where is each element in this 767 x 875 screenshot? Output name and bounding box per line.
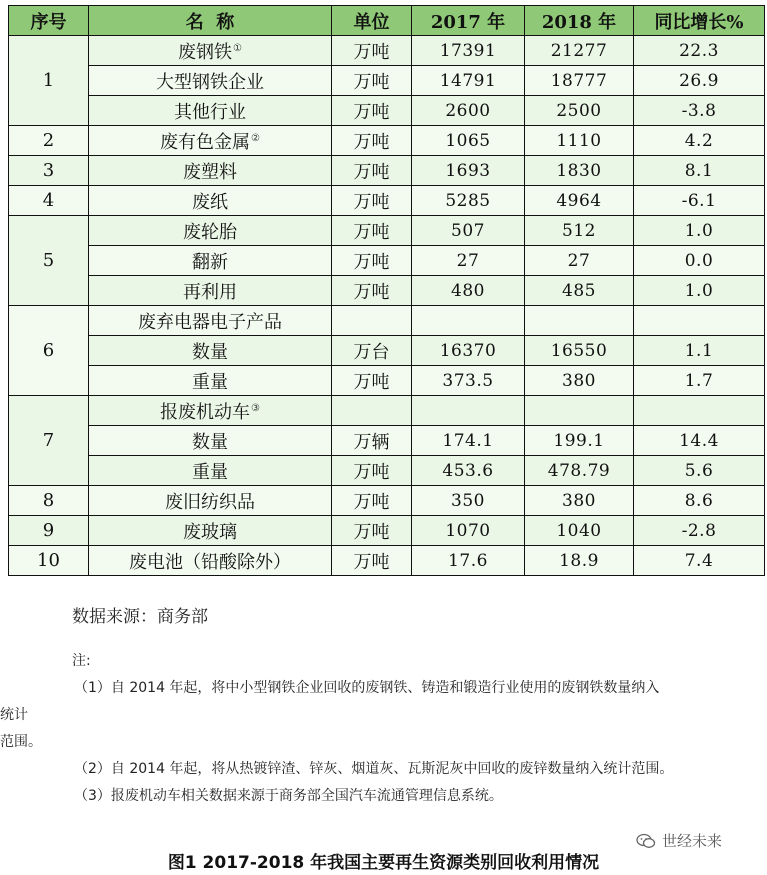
- cell-name: [89, 66, 332, 96]
- cell-2017: 507: [412, 216, 525, 246]
- table-row: [9, 96, 765, 126]
- cell-unit: 万吨: [332, 516, 412, 546]
- table-row: [9, 366, 765, 396]
- cell-name-text: 报废机动车: [160, 401, 251, 423]
- cell-2017: 453.6: [412, 456, 525, 486]
- cell-2018: 4964: [525, 186, 634, 216]
- cell-unit: 万吨: [332, 126, 412, 156]
- cell-2018: [525, 396, 634, 426]
- cell-name-text: 废旧纺织品: [165, 491, 255, 513]
- cell-2017: 2600: [412, 96, 525, 126]
- cell-2017: 1070: [412, 516, 525, 546]
- table-row: [9, 546, 765, 576]
- header-growth: 同比增长%: [634, 6, 765, 36]
- table-row: [9, 126, 765, 156]
- cell-2017: [412, 306, 525, 336]
- footnote-marker: ②: [251, 132, 260, 144]
- cell-name: [89, 246, 332, 276]
- cell-2018: 27: [525, 246, 634, 276]
- cell-growth: -2.8: [634, 516, 765, 546]
- cell-growth: [634, 396, 765, 426]
- recycling-table: [8, 5, 765, 576]
- cell-unit: [332, 396, 412, 426]
- cell-unit: 万吨: [332, 36, 412, 66]
- cell-name-text: 废玻璃: [183, 521, 237, 543]
- cell-name: [89, 336, 332, 366]
- cell-2018: 1830: [525, 156, 634, 186]
- cell-name-text: 其他行业: [174, 101, 246, 123]
- table-row: [9, 246, 765, 276]
- header-2018: 2018 年: [525, 6, 634, 36]
- cell-2018: 485: [525, 276, 634, 306]
- cell-2017: [412, 396, 525, 426]
- table-row: [9, 516, 765, 546]
- cell-2017: 5285: [412, 186, 525, 216]
- cell-2018: 478.79: [525, 456, 634, 486]
- cell-unit: [332, 306, 412, 336]
- note-3: （3）报废机动车相关数据来源于商务部全国汽车流通管理信息系统。: [74, 788, 503, 804]
- cell-2017: 17391: [412, 36, 525, 66]
- cell-growth: 4.2: [634, 126, 765, 156]
- note-1-line-1: （1）自 2014 年起，将中小型钢铁企业回收的废钢铁、铸造和锻造行业使用的废钢铁数量纳入: [74, 680, 660, 696]
- cell-seq: 3: [9, 156, 89, 186]
- table-row: [9, 306, 765, 336]
- cell-unit: 万辆: [332, 426, 412, 456]
- cell-growth: 0.0: [634, 246, 765, 276]
- cell-name: [89, 96, 332, 126]
- cell-name-text: 重量: [192, 461, 228, 483]
- cell-name: [89, 456, 332, 486]
- table-body: [9, 36, 765, 576]
- cell-growth: -6.1: [634, 186, 765, 216]
- cell-name-text: 废塑料: [183, 161, 237, 183]
- cell-unit: 万吨: [332, 96, 412, 126]
- cell-growth: 1.0: [634, 216, 765, 246]
- cell-unit: 万台: [332, 336, 412, 366]
- cell-2018: 380: [525, 366, 634, 396]
- cell-unit: 万吨: [332, 246, 412, 276]
- cell-2018: 18.9: [525, 546, 634, 576]
- header-unit: 单位: [332, 6, 412, 36]
- cell-name: [89, 36, 332, 66]
- cell-name-text: 废纸: [192, 191, 228, 213]
- note-2: （2）自 2014 年起，将从热镀锌渣、锌灰、烟道灰、瓦斯泥灰中回收的废锌数量纳入统计范围。: [74, 761, 674, 777]
- cell-2017: 174.1: [412, 426, 525, 456]
- cell-name: [89, 156, 332, 186]
- cell-growth: 7.4: [634, 546, 765, 576]
- table-row: [9, 186, 765, 216]
- cell-2018: 18777: [525, 66, 634, 96]
- cell-name-text: 翻新: [192, 251, 228, 273]
- cell-name: [89, 216, 332, 246]
- cell-unit: 万吨: [332, 486, 412, 516]
- cell-name: [89, 306, 332, 336]
- cell-seq: 6: [9, 306, 89, 396]
- cell-seq: 4: [9, 186, 89, 216]
- notes-label: 注:: [72, 653, 91, 669]
- cell-name-text: 废弃电器电子产品: [138, 311, 282, 333]
- cell-2017: 27: [412, 246, 525, 276]
- cell-name: [89, 396, 332, 426]
- cell-growth: [634, 306, 765, 336]
- table-row: [9, 276, 765, 306]
- cell-unit: 万吨: [332, 216, 412, 246]
- cell-2018: 2500: [525, 96, 634, 126]
- cell-seq: 8: [9, 486, 89, 516]
- cell-name: [89, 186, 332, 216]
- cell-2017: 373.5: [412, 366, 525, 396]
- header-2017: 2017 年: [412, 6, 525, 36]
- cell-seq: 2: [9, 126, 89, 156]
- table-row: [9, 486, 765, 516]
- watermark-text: 世经未来: [662, 832, 723, 850]
- cell-name: [89, 276, 332, 306]
- table-row: [9, 216, 765, 246]
- table-row: [9, 396, 765, 426]
- cell-name: [89, 516, 332, 546]
- cell-growth: -3.8: [634, 96, 765, 126]
- cell-2018: 380: [525, 486, 634, 516]
- cell-growth: 1.7: [634, 366, 765, 396]
- notes: [0, 648, 766, 810]
- cell-2017: 1065: [412, 126, 525, 156]
- cell-seq: 5: [9, 216, 89, 306]
- wechat-icon: [636, 833, 656, 849]
- cell-name-text: 重量: [192, 371, 228, 393]
- cell-2018: 21277: [525, 36, 634, 66]
- cell-name-text: 数量: [192, 431, 228, 453]
- cell-unit: 万吨: [332, 156, 412, 186]
- cell-unit: 万吨: [332, 66, 412, 96]
- cell-unit: 万吨: [332, 456, 412, 486]
- table-row: [9, 336, 765, 366]
- cell-seq: 1: [9, 36, 89, 126]
- cell-growth: 26.9: [634, 66, 765, 96]
- cell-growth: 1.0: [634, 276, 765, 306]
- cell-unit: 万吨: [332, 546, 412, 576]
- note-1-line-3: 范围。: [0, 734, 42, 750]
- cell-2017: 350: [412, 486, 525, 516]
- table-header-row: [9, 6, 765, 36]
- cell-2017: 480: [412, 276, 525, 306]
- cell-name: [89, 126, 332, 156]
- table-row: [9, 66, 765, 96]
- header-name: 名 称: [89, 6, 332, 36]
- cell-growth: 22.3: [634, 36, 765, 66]
- cell-name: [89, 366, 332, 396]
- cell-name-text: 再利用: [183, 281, 237, 303]
- cell-name-text: 数量: [192, 341, 228, 363]
- table-row: [9, 426, 765, 456]
- cell-name-text: 废钢铁: [178, 41, 233, 63]
- cell-name-text: 废电池（铅酸除外）: [129, 551, 291, 573]
- cell-2018: 16550: [525, 336, 634, 366]
- cell-growth: 14.4: [634, 426, 765, 456]
- footnote-marker: ③: [251, 402, 260, 414]
- figure-caption: 图1 2017-2018 年我国主要再生资源类别回收利用情况: [167, 853, 600, 873]
- cell-seq: 10: [9, 546, 89, 576]
- cell-unit: 万吨: [332, 186, 412, 216]
- cell-2017: 17.6: [412, 546, 525, 576]
- cell-unit: 万吨: [332, 276, 412, 306]
- data-source: 数据来源：商务部: [72, 607, 208, 627]
- table-row: [9, 456, 765, 486]
- table-row: [9, 156, 765, 186]
- table-row: [9, 36, 765, 66]
- cell-2018: 1040: [525, 516, 634, 546]
- cell-name: [89, 426, 332, 456]
- cell-seq: 7: [9, 396, 89, 486]
- cell-2017: 16370: [412, 336, 525, 366]
- cell-growth: 5.6: [634, 456, 765, 486]
- cell-seq: 9: [9, 516, 89, 546]
- cell-2017: 1693: [412, 156, 525, 186]
- note-1-line-2: 统计: [0, 707, 28, 723]
- header-seq: 序号: [9, 6, 89, 36]
- cell-2018: 1110: [525, 126, 634, 156]
- cell-name-text: 废有色金属: [160, 131, 251, 153]
- cell-growth: 8.1: [634, 156, 765, 186]
- cell-name-text: 大型钢铁企业: [156, 71, 264, 93]
- cell-2018: [525, 306, 634, 336]
- cell-2018: 512: [525, 216, 634, 246]
- cell-name: [89, 486, 332, 516]
- cell-growth: 8.6: [634, 486, 765, 516]
- cell-2018: 199.1: [525, 426, 634, 456]
- footnote-marker: ①: [233, 42, 242, 54]
- cell-name: [89, 546, 332, 576]
- cell-2017: 14791: [412, 66, 525, 96]
- cell-unit: 万吨: [332, 366, 412, 396]
- cell-growth: 1.1: [634, 336, 765, 366]
- cell-name-text: 废轮胎: [183, 221, 237, 243]
